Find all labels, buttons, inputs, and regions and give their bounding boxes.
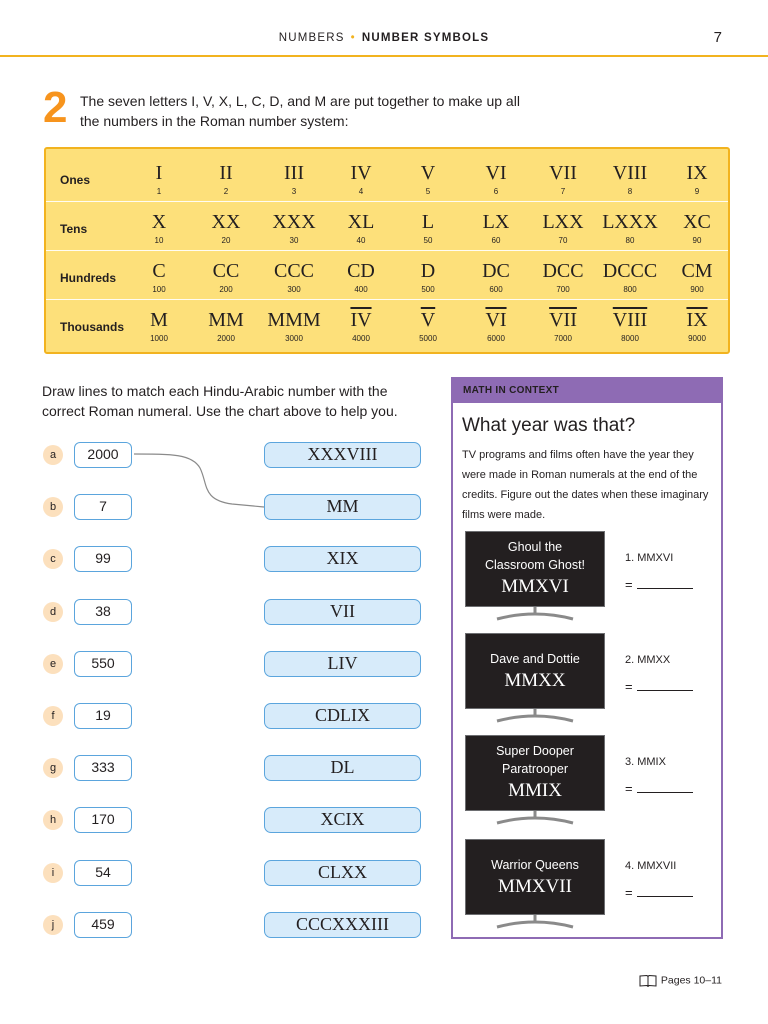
tv-illustration: [465, 531, 605, 623]
arabic-value: 4: [358, 187, 364, 196]
tv-stand-icon: [493, 915, 577, 929]
arabic-value: 3: [291, 187, 297, 196]
film-roman-year: MMXX: [504, 670, 566, 691]
roman-numeral-box[interactable]: MM: [264, 494, 421, 520]
answer-blank[interactable]: [637, 783, 693, 793]
tv-screen: [465, 839, 605, 915]
arabic-value: 7000: [554, 334, 572, 343]
arabic-value: 1: [156, 187, 162, 196]
chart-cell: [533, 162, 593, 198]
chart-cell: [331, 211, 391, 247]
roman-value: III: [284, 162, 304, 184]
roman-numeral-box[interactable]: DL: [264, 755, 421, 781]
page-reference-text: Pages 10–11: [660, 974, 722, 987]
roman-value: $\overline{IV}$: [350, 309, 372, 331]
arabic-number-box[interactable]: 7: [74, 494, 132, 520]
arabic-value: 900: [690, 285, 704, 294]
item-letter: a: [43, 445, 63, 465]
roman-value: CD: [347, 260, 375, 282]
chart-cell: [466, 309, 526, 345]
arabic-value: 4000: [352, 334, 370, 343]
arabic-value: 8000: [621, 334, 639, 343]
exercise-intro: The seven letters I, V, X, L, C, D, and M are put together to make up all the numbers in the Roman number system:: [80, 93, 520, 129]
chart-cell: [667, 309, 727, 345]
roman-value: LX: [482, 211, 510, 233]
chart-cell: [533, 211, 593, 247]
question-label: 4. MMXVII: [625, 860, 677, 872]
panel-header-band: [453, 379, 721, 403]
arabic-value: 500: [421, 285, 435, 294]
roman-value: VI: [485, 162, 507, 184]
roman-value: I: [155, 162, 163, 184]
chart-cell: [196, 162, 256, 198]
arabic-number-box[interactable]: 170: [74, 807, 132, 833]
roman-value: MMM: [267, 309, 321, 331]
chart-cell: [196, 309, 256, 345]
film-roman-year: MMXVII: [498, 876, 572, 897]
chart-row-thousands: [46, 301, 728, 351]
page-number: 7: [713, 29, 722, 46]
roman-value: V: [420, 162, 436, 184]
roman-value: $\overline{VII}$: [549, 309, 577, 331]
tv-screen: [465, 633, 605, 709]
arabic-value: 100: [152, 285, 166, 294]
chart-cell: [196, 260, 256, 296]
chart-cell: [600, 309, 660, 345]
answer-line[interactable]: [625, 577, 693, 592]
chart-row-label: Thousands: [60, 320, 125, 334]
chart-cell: [129, 211, 189, 247]
item-letter: d: [43, 602, 63, 622]
book-icon: [639, 974, 657, 987]
roman-value: MM: [208, 309, 244, 331]
roman-numeral-box[interactable]: XXXVIII: [264, 442, 421, 468]
panel-title: What year was that?: [462, 415, 636, 436]
panel-body: TV programs and films often have the year they were made in Roman numerals at the end of the credits. Figure out the dates when these imaginary films were made.: [462, 449, 709, 521]
question-label: 1. MMXVI: [625, 552, 674, 564]
chart-row-label: Hundreds: [60, 271, 117, 285]
tv-stand-icon: [493, 607, 577, 621]
arabic-value: 30: [289, 236, 299, 245]
film-title-line2: Classroom Ghost!: [484, 558, 586, 572]
arabic-value: 80: [625, 236, 635, 245]
roman-value: CM: [681, 260, 713, 282]
chart-cell: [331, 260, 391, 296]
chart-cell: [398, 309, 458, 345]
equals-sign: =: [625, 781, 633, 796]
roman-value: DCCC: [602, 260, 658, 282]
roman-value: LXXX: [602, 211, 658, 233]
arabic-number-box[interactable]: 38: [74, 599, 132, 625]
chart-cell: [533, 260, 593, 296]
chart-row-label: Ones: [60, 173, 91, 187]
roman-numeral-box[interactable]: LIV: [264, 651, 421, 677]
tv-illustration: [465, 839, 605, 931]
chart-cell: [533, 309, 593, 345]
chart-cell: [398, 162, 458, 198]
chart-cell: [600, 162, 660, 198]
tv-illustration: [465, 735, 605, 827]
item-letter: g: [43, 758, 63, 778]
chart-cell: [264, 260, 324, 296]
arabic-value: 200: [219, 285, 233, 294]
roman-value: VIII: [612, 162, 648, 184]
chart-row-divider: [46, 201, 728, 202]
roman-value: VIII: [612, 309, 648, 331]
tv-screen: [465, 735, 605, 811]
film-title-line2: Paratrooper: [501, 762, 568, 776]
equals-sign: =: [625, 885, 633, 900]
item-letter: h: [43, 810, 63, 830]
arabic-number-box[interactable]: 54: [74, 860, 132, 886]
roman-value: LXX: [542, 211, 584, 233]
chart-cell: [466, 162, 526, 198]
arabic-number-box[interactable]: 99: [74, 546, 132, 572]
header-subtopic: NUMBER SYMBOLS: [361, 32, 490, 44]
header-topic: NUMBERS: [278, 32, 345, 44]
example-match-line: [132, 450, 266, 510]
arabic-value: 600: [489, 285, 503, 294]
chart-cell: [264, 309, 324, 345]
roman-value: $\overline{V}$: [420, 309, 436, 331]
film-title-line1: Warrior Queens: [491, 858, 579, 872]
roman-value: IX: [686, 162, 708, 184]
item-letter: i: [43, 863, 63, 883]
panel-band-label: MATH IN CONTEXT: [463, 385, 559, 396]
arabic-value: 50: [423, 236, 433, 245]
item-letter: b: [43, 497, 63, 517]
roman-numeral-box[interactable]: XIX: [264, 546, 421, 572]
arabic-value: 300: [287, 285, 301, 294]
matching-instruction: Draw lines to match each Hindu-Arabic number with the correct Roman numeral. Use the chart above to help you.: [42, 383, 398, 419]
chart-row-tens: [46, 203, 728, 253]
roman-value: DCC: [542, 260, 584, 282]
film-roman-year: MMIX: [508, 780, 562, 801]
arabic-value: 700: [556, 285, 570, 294]
roman-numeral-box[interactable]: XCIX: [264, 807, 421, 833]
roman-value: CC: [212, 260, 240, 282]
tv-stand-icon: [493, 709, 577, 723]
arabic-number-box[interactable]: 19: [74, 703, 132, 729]
answer-line[interactable]: [625, 679, 693, 694]
roman-value: XX: [211, 211, 241, 233]
chart-cell: [264, 211, 324, 247]
item-letter: j: [43, 915, 63, 935]
tv-stand-icon: [493, 811, 577, 825]
film-title-line1: Dave and Dottie: [490, 652, 580, 666]
chart-row-ones: [46, 154, 728, 204]
chart-row-hundreds: [46, 252, 728, 302]
arabic-number-box[interactable]: 333: [74, 755, 132, 781]
step-number: 2: [43, 83, 68, 132]
chart-cell: [466, 260, 526, 296]
chart-row-divider: [46, 299, 728, 300]
chart-cell: [466, 211, 526, 247]
roman-numeral-box[interactable]: CDLIX: [264, 703, 421, 729]
arabic-number-box[interactable]: 550: [74, 651, 132, 677]
arabic-value: 60: [491, 236, 501, 245]
arabic-value: 3000: [285, 334, 303, 343]
roman-numeral-box[interactable]: CCCXXXIII: [264, 912, 421, 938]
header-rule: [0, 55, 768, 57]
film-roman-year: MMXVI: [501, 576, 569, 597]
arabic-number-box[interactable]: 2000: [74, 442, 132, 468]
arabic-value: 6: [493, 187, 499, 196]
answer-line[interactable]: [625, 781, 693, 796]
arabic-value: 40: [356, 236, 366, 245]
math-in-context-panel: [451, 377, 723, 939]
equals-sign: =: [625, 577, 633, 592]
chart-row-divider: [46, 250, 728, 251]
item-letter: f: [43, 706, 63, 726]
arabic-value: 1000: [150, 334, 168, 343]
chart-cell: [398, 211, 458, 247]
roman-value: CCC: [273, 260, 315, 282]
arabic-value: 2: [223, 187, 229, 196]
film-title-line1: Ghoul the: [507, 540, 563, 554]
arabic-value: 5: [425, 187, 431, 196]
chart-cell: [264, 162, 324, 198]
roman-numeral-chart: [44, 147, 730, 354]
arabic-value: 20: [221, 236, 231, 245]
roman-value: D: [420, 260, 436, 282]
answer-blank[interactable]: [637, 579, 693, 589]
chart-cell: [398, 260, 458, 296]
arabic-value: 8: [627, 187, 633, 196]
answer-blank[interactable]: [637, 681, 693, 691]
roman-numeral-box[interactable]: VII: [264, 599, 421, 625]
roman-value: L: [421, 211, 435, 233]
chart-cell: [129, 260, 189, 296]
chart-cell: [600, 260, 660, 296]
chart-cell: [331, 309, 391, 345]
tv-screen: [465, 531, 605, 607]
chart-cell: [129, 309, 189, 345]
answer-blank[interactable]: [637, 887, 693, 897]
roman-value: IV: [350, 162, 372, 184]
running-head: [0, 32, 768, 44]
arabic-value: 6000: [487, 334, 505, 343]
roman-value: DC: [482, 260, 510, 282]
answer-line[interactable]: [625, 885, 693, 900]
roman-numeral-box[interactable]: CLXX: [264, 860, 421, 886]
roman-value: $\overline{VI}$: [485, 309, 507, 331]
roman-value: II: [219, 162, 233, 184]
arabic-number-box[interactable]: 459: [74, 912, 132, 938]
equals-sign: =: [625, 679, 633, 694]
item-letter: c: [43, 549, 63, 569]
roman-value: XL: [347, 211, 375, 233]
chart-row-label: Tens: [60, 222, 88, 236]
roman-value: VII: [549, 162, 577, 184]
arabic-value: 2000: [217, 334, 235, 343]
roman-value: $\overline{IX}$: [686, 309, 708, 331]
roman-value: X: [151, 211, 167, 233]
question-label: 2. MMXX: [625, 654, 671, 666]
roman-value: C: [152, 260, 166, 282]
arabic-value: 400: [354, 285, 368, 294]
chart-cell: [667, 260, 727, 296]
page-reference: [639, 974, 722, 987]
arabic-value: 10: [154, 236, 164, 245]
arabic-value: 9: [694, 187, 700, 196]
arabic-value: 5000: [419, 334, 437, 343]
chart-cell: [600, 211, 660, 247]
arabic-value: 9000: [688, 334, 706, 343]
chart-cell: [331, 162, 391, 198]
bullet-separator: •: [350, 32, 356, 44]
arabic-value: 7: [560, 187, 566, 196]
chart-cell: [667, 162, 727, 198]
question-label: 3. MMIX: [625, 756, 666, 768]
roman-value: XC: [683, 211, 711, 233]
roman-value: XXX: [272, 211, 316, 233]
film-title-line1: Super Dooper: [496, 744, 574, 758]
chart-cell: [667, 211, 727, 247]
chart-cell: [129, 162, 189, 198]
tv-illustration: [465, 633, 605, 725]
page-header: [0, 0, 768, 58]
item-letter: e: [43, 654, 63, 674]
roman-value: M: [150, 309, 168, 331]
arabic-value: 800: [623, 285, 637, 294]
arabic-value: 90: [692, 236, 702, 245]
chart-cell: [196, 211, 256, 247]
arabic-value: 70: [558, 236, 568, 245]
